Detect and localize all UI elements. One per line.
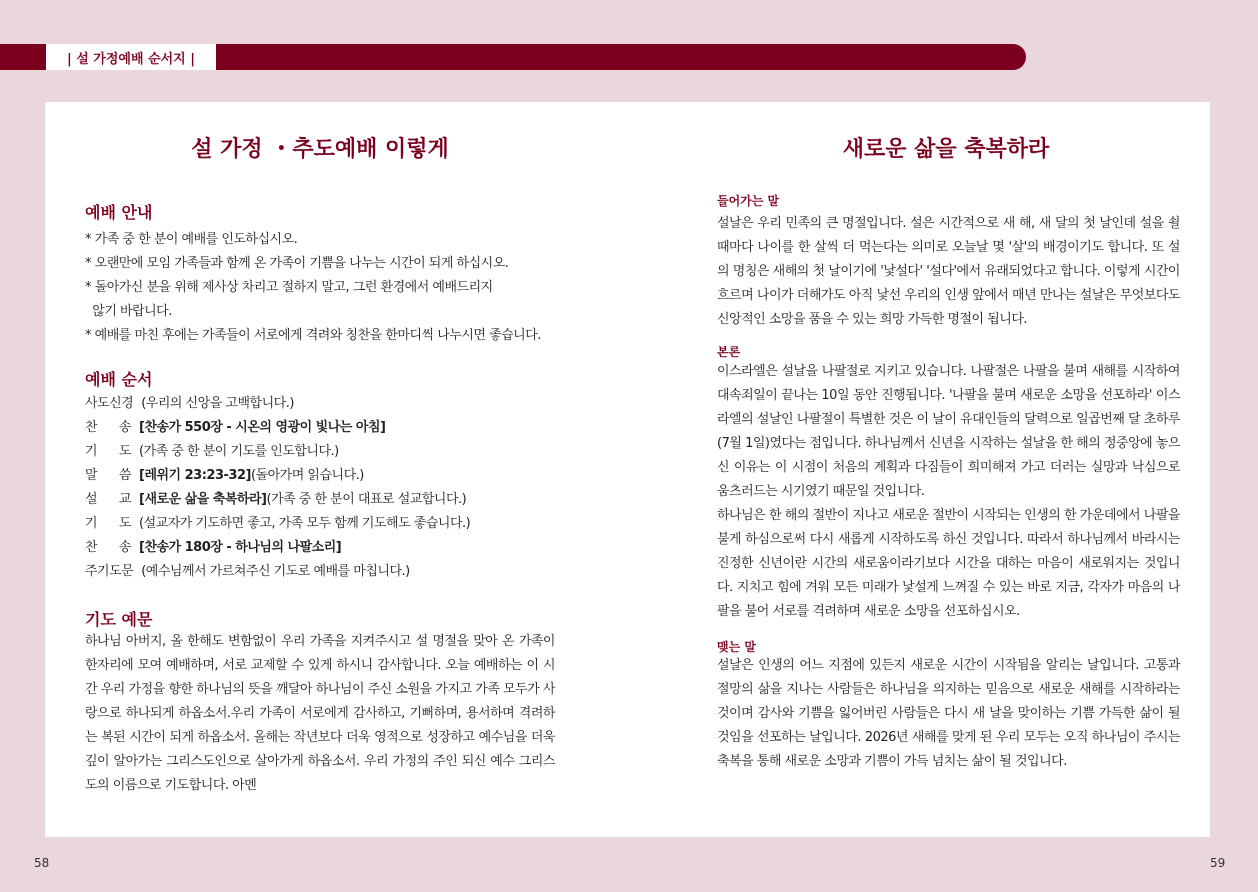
notice-item: * 오랜만에 모임 가족들과 함께 온 가족이 기쁨을 나누는 시간이 되게 하십시오.	[85, 256, 509, 271]
order-label: 사도신경	[85, 396, 134, 411]
prayer-body: 하나님 아버지, 올 한해도 변함없이 우리 가족을 지켜주시고 설 명절을 맞아 온 가족이 한자리에 모여 예배하며, 서로 교제할 수 있게 하시니 감사합니다. 오늘 예배하는 이 시간 우리 가정을 향한 하나님의 뜻을 깨달아 하나님이 주신 소원을 가지고 가족 모두가 사랑으로 하나되게 하옵소서.우리 가족이 서로에게 감사하고, 기뻐하며, 용서하며 격려하는 복된 시간이 되게 하옵소서. 올해는 작년보다 더욱 영적으로 성장하고 예수님을 더욱 깊이 알아가는 그리스도인으로 살아가게 하옵소서. 우리 가정의 주인 되신 예수 그리스도의 이름으로 기도합니다. 아멘	[85, 634, 555, 793]
notice-item: * 예배를 마친 후에는 가족들이 서로에게 격려와 칭찬을 한마디씩 나누시면 좋습니다.	[85, 328, 541, 343]
closing-body: 설날은 인생의 어느 지점에 있든지 새로운 시간이 시작됨을 알리는 날입니다. 고통과 절망의 삶을 지나는 사람들은 하나님을 의지하는 믿음으로 새로운 새해를 시작하라는 것이며 감사와 기쁨을 잃어버린 사람들은 다시 새 날을 맞이하는 기쁨 가득한 삶이 될 것임을 선포하는 날입니다. 2026년 새해를 맞게 된 우리 모두는 오직 하나님이 주시는 축복을 통해 새로운 소망과 기쁨이 가득 넘치는 삶이 될 것입니다.	[717, 658, 1180, 769]
order-bold: [새로운 삶을 축복하라]	[139, 492, 267, 507]
order-label: 기 도	[85, 444, 131, 459]
order-text: (예수님께서 가르쳐주신 기도로 예배를 마칩니다.)	[141, 564, 410, 579]
notice-item: * 가족 중 한 분이 예배를 인도하십시오.	[85, 232, 298, 247]
intro-heading: 들어가는 말	[717, 194, 780, 208]
main-heading: 본론	[717, 345, 741, 359]
header-tab: | 설 가정예배 순서지 |	[46, 44, 216, 70]
page-panel	[45, 102, 1210, 837]
order-row	[85, 512, 470, 536]
order-text: (설교자가 기도하면 좋고, 가족 모두 함께 기도해도 좋습니다.)	[139, 516, 471, 531]
main-body-2: 하나님은 한 해의 절반이 지나고 새로운 절반이 시작되는 인생의 한 가운데에서 나팔을 불게 하심으로써 다시 새롭게 시작하도록 하신 것입니다. 따라서 하나님께서 바라시는 진정한 신년이란 시간의 새로움이라기보다 시간을 대하는 마음이 새로워지는 것입니다. 지치고 힘에 겨워 모든 미래가 낯설게 느껴질 수 있는 바로 지금, 각자가 마음의 나팔을 불어 서로를 격려하며 새로운 소망을 선포하십시오.	[717, 508, 1180, 619]
order-label: 주기도문	[85, 564, 134, 579]
order-label: 기 도	[85, 516, 131, 531]
notice-item: * 돌아가신 분을 위해 제사상 차리고 절하지 말고, 그런 환경에서 예배드리지	[85, 280, 493, 295]
order-bold: [레위기 23:23-32]	[139, 468, 251, 483]
closing-heading: 맺는 말	[717, 640, 756, 654]
prayer-heading: 기도 예문	[85, 610, 153, 629]
order-label: 찬 송	[85, 420, 131, 435]
order-row	[85, 488, 466, 512]
intro-body: 설날은 우리 민족의 큰 명절입니다. 설은 시간적으로 새 해, 새 달의 첫 날인데 설을 쇨 때마다 나이를 한 살씩 더 먹는다는 의미로 오늘날 몇 '살'의 배경이기도 합니다. 또 설의 명칭은 새해의 첫 날이기에 '낯설다' '설다'에서 유래되었다고 합니다. 이렇게 시간이 흐르며 나이가 더해가도 아직 낯선 우리의 인생 앞에서 매년 만나는 설날은 무엇보다도 신앙적인 소망을 품을 수 있는 희망 가득한 명절이 됩니다.	[717, 216, 1180, 327]
order-row	[85, 440, 339, 464]
notice-item: 않기 바랍니다.	[85, 304, 172, 319]
order-row	[85, 464, 364, 488]
order-bold: [찬송가 180장 - 하나님의 나팔소리]	[139, 540, 342, 555]
order-label: 찬 송	[85, 540, 131, 555]
order-label: 설 교	[85, 492, 131, 507]
order-row	[85, 536, 341, 560]
order-bold: [찬송가 550장 - 시온의 영광이 빛나는 아침]	[139, 420, 386, 435]
order-label: 말 씀	[85, 468, 131, 483]
order-row	[85, 416, 385, 440]
left-title: 설 가정 ・추도예배 이렇게	[191, 137, 449, 162]
main-body-1: 이스라엘은 설날을 나팔절로 지키고 있습니다. 나팔절은 나팔을 불며 새해를 시작하여 대속죄일이 끝나는 10일 동안 진행됩니다. '나팔을 불며 새로운 소망을 선포하라' 이스라엘의 설날인 나팔절이 특별한 것은 이 날이 유대인들의 달력으로 일곱번째 달 초하루(7월 1일)였다는 점입니다. 하나님께서 신년을 시작하는 설날을 한 해의 정중앙에 놓으신 이유는 이 시점이 처음의 계획과 다짐들이 희미해져 가고 더러는 실망과 낙심으로 움츠러드는 시기였기 때문일 것입니다.	[717, 364, 1180, 499]
order-heading: 예배 순서	[85, 370, 153, 389]
page-number-left: 58	[34, 856, 50, 870]
order-text: (가족 중 한 분이 기도를 인도합니다.)	[139, 444, 339, 459]
order-text: (가족 중 한 분이 대표로 설교합니다.)	[266, 492, 467, 507]
order-text: (돌아가며 읽습니다.)	[250, 468, 364, 483]
order-text: (우리의 신앙을 고백합니다.)	[141, 396, 294, 411]
notice-heading: 예배 안내	[85, 203, 153, 222]
page-number-right: 59	[1210, 856, 1226, 870]
order-row	[85, 392, 294, 416]
order-row	[85, 560, 410, 584]
right-title: 새로운 삶을 축복하라	[842, 137, 1050, 162]
